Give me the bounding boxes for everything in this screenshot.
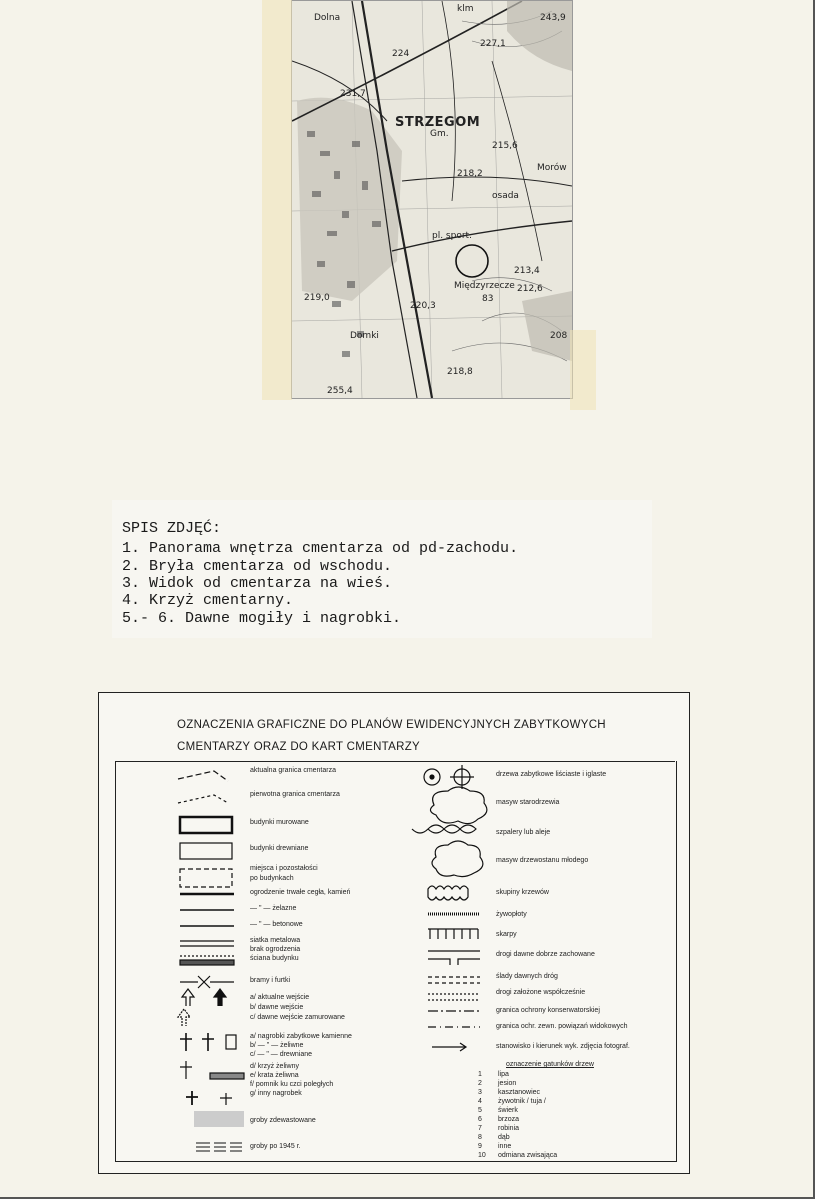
legend-text: masyw starodrzewia (496, 799, 560, 806)
map-label-dolna: Dolna (314, 13, 341, 23)
tree-name: inne (498, 1143, 512, 1150)
tree-number: 6 (478, 1116, 482, 1123)
legend-text: po budynkach (250, 875, 294, 882)
legend-text: masyw drzewostanu młodego (496, 857, 589, 864)
map-drawing (292, 1, 572, 398)
tree-number: 7 (478, 1125, 482, 1132)
map-label-morow: Morów (537, 163, 567, 173)
legend-text: b/ — " — żeliwne (250, 1042, 304, 1049)
photo-list-item: 1. Panorama wnętrza cmentarza od pd-zachodu. (122, 540, 519, 557)
legend-text: drzewa zabytkowe liściaste i iglaste (496, 771, 607, 778)
map-label-osada: osada (492, 191, 519, 201)
legend-text: f/ pomnik ku czci poległych (250, 1081, 334, 1088)
map-label-h213: 213,4 (514, 266, 540, 276)
legend-text: — " — betonowe (250, 921, 303, 928)
legend-text: ślady dawnych dróg (496, 973, 558, 980)
photo-list-item: 2. Bryła cmentarza od wschodu. (122, 558, 393, 575)
tree-name: brzoza (498, 1116, 520, 1123)
map-label-miedzyrzecze: Międzyrzecze (454, 281, 515, 291)
legend-text: skarpy (496, 931, 517, 938)
tree-name: żywotnik / tuja / (498, 1098, 546, 1105)
tree-number: 3 (478, 1089, 482, 1096)
legend-header (115, 709, 675, 762)
photo-list-title: SPIS ZDJĘĆ: (122, 520, 222, 537)
tree-name: lipa (498, 1071, 509, 1078)
tree-number: 5 (478, 1107, 482, 1114)
map-label-h243: 243,9 (540, 13, 566, 23)
legend-text: drogi dawne dobrze zachowane (496, 951, 595, 958)
legend-body (115, 761, 677, 1162)
tree-name: dąb (498, 1134, 510, 1141)
map-label-h219: 219,0 (304, 293, 330, 303)
legend-text: — " — żelazne (250, 905, 297, 912)
photo-list-item: 3. Widok od cmentarza na wieś. (122, 575, 393, 592)
tree-number: 1 (478, 1071, 482, 1078)
legend-sheet (98, 692, 690, 1174)
map-label-strzegom: STRZEGOM (395, 115, 481, 130)
map-label-gm: Gm. (430, 129, 449, 139)
map-label-h224: 224 (392, 49, 410, 59)
photo-list-item: 5.- 6. Dawne mogiły i nagrobki. (122, 610, 402, 627)
legend-text: drogi założone współcześnie (496, 989, 586, 996)
tape-right (570, 330, 596, 410)
tree-name: robinia (498, 1125, 520, 1132)
map-label-h218: 218,2 (457, 169, 483, 179)
tree-number: 10 (478, 1152, 486, 1159)
legend-text: pierwotna granica cmentarza (250, 791, 340, 798)
tree-number: 4 (478, 1098, 482, 1105)
map-label-h227: 227,1 (480, 39, 506, 49)
legend-text: bramy i furtki (250, 977, 291, 984)
map-label-pl-sport: pl. sport. (432, 231, 472, 241)
tree-name: jesion (498, 1080, 517, 1087)
legend-text: a/ nagrobki zabytkowe kamienne (250, 1033, 352, 1040)
legend-text: c/ dawne wejście zamurowane (250, 1014, 345, 1021)
legend-text: granica ochr. zewn. powiązań widokowych (496, 1023, 628, 1030)
legend-text: brak ogrodzenia (250, 946, 301, 953)
trees-title: oznaczenie gatunków drzew (506, 1061, 594, 1068)
legend-text: siatka metalowa (250, 937, 301, 944)
legend-text: granica ochrony konserwatorskiej (496, 1007, 600, 1014)
tree-number: 9 (478, 1143, 482, 1150)
tree-number: 2 (478, 1080, 482, 1087)
legend-text: d/ krzyż żeliwny (250, 1063, 300, 1070)
tree-name: odmiana zwisająca (498, 1152, 558, 1159)
legend-text: g/ inny nagrobek (250, 1090, 302, 1097)
map-label-h255: 255,4 (327, 386, 353, 396)
legend-text: budynki drewniane (250, 845, 309, 852)
tree-number: 8 (478, 1134, 482, 1141)
legend-title-line1: OZNACZENIA GRAFICZNE DO PLANÓW EWIDENCYJNYCH ZABYTKOWYCH (177, 719, 606, 731)
map-label-h208: 208 (550, 331, 568, 341)
legend-text: c/ — " — drewniane (250, 1051, 313, 1058)
map-label-h220: 220,3 (410, 301, 436, 311)
photo-list-item: 4. Krzyż cmentarny. (122, 592, 294, 609)
legend-text: skupiny krzewów (496, 889, 549, 896)
photo-list-slip (112, 500, 652, 638)
legend-text: ogrodzenie trwałe cegła, kamień (250, 889, 351, 896)
tree-name: świerk (498, 1107, 518, 1114)
legend-text: a/ aktualne wejście (250, 994, 310, 1001)
legend-text: miejsca i pozostałości (250, 865, 318, 872)
legend-title-line2: CMENTARZY ORAZ DO KART CMENTARZY (177, 741, 421, 753)
legend-text: aktualna granica cmentarza (250, 767, 336, 774)
map-label-n83: 83 (482, 294, 494, 304)
map-label-domki: Domki (350, 331, 379, 341)
legend-text: stanowisko i kierunek wyk. zdjęcia fotograf. (496, 1043, 630, 1050)
map-clipping (291, 0, 573, 399)
map-label-h215: 215,6 (492, 141, 518, 151)
legend-symbols (116, 761, 676, 1161)
map-label-h218b: 218,8 (447, 367, 473, 377)
legend-text: groby zdewastowane (250, 1117, 316, 1124)
legend-text: groby po 1945 r. (250, 1143, 301, 1150)
legend-text: ściana budynku (250, 955, 299, 962)
legend-text: żywopłoty (496, 911, 527, 918)
legend-text: e/ krata żeliwna (250, 1072, 299, 1079)
legend-text: szpalery lub aleje (496, 829, 551, 836)
tree-name: kasztanowiec (498, 1089, 541, 1096)
legend-text: b/ dawne wejście (250, 1004, 304, 1011)
legend-text: budynki murowane (250, 819, 309, 826)
map-label-h212: 212,6 (517, 284, 543, 294)
map-label-h231: 231,7 (340, 89, 366, 99)
tape-left (262, 0, 292, 400)
map-label-klm: klm (457, 4, 474, 14)
